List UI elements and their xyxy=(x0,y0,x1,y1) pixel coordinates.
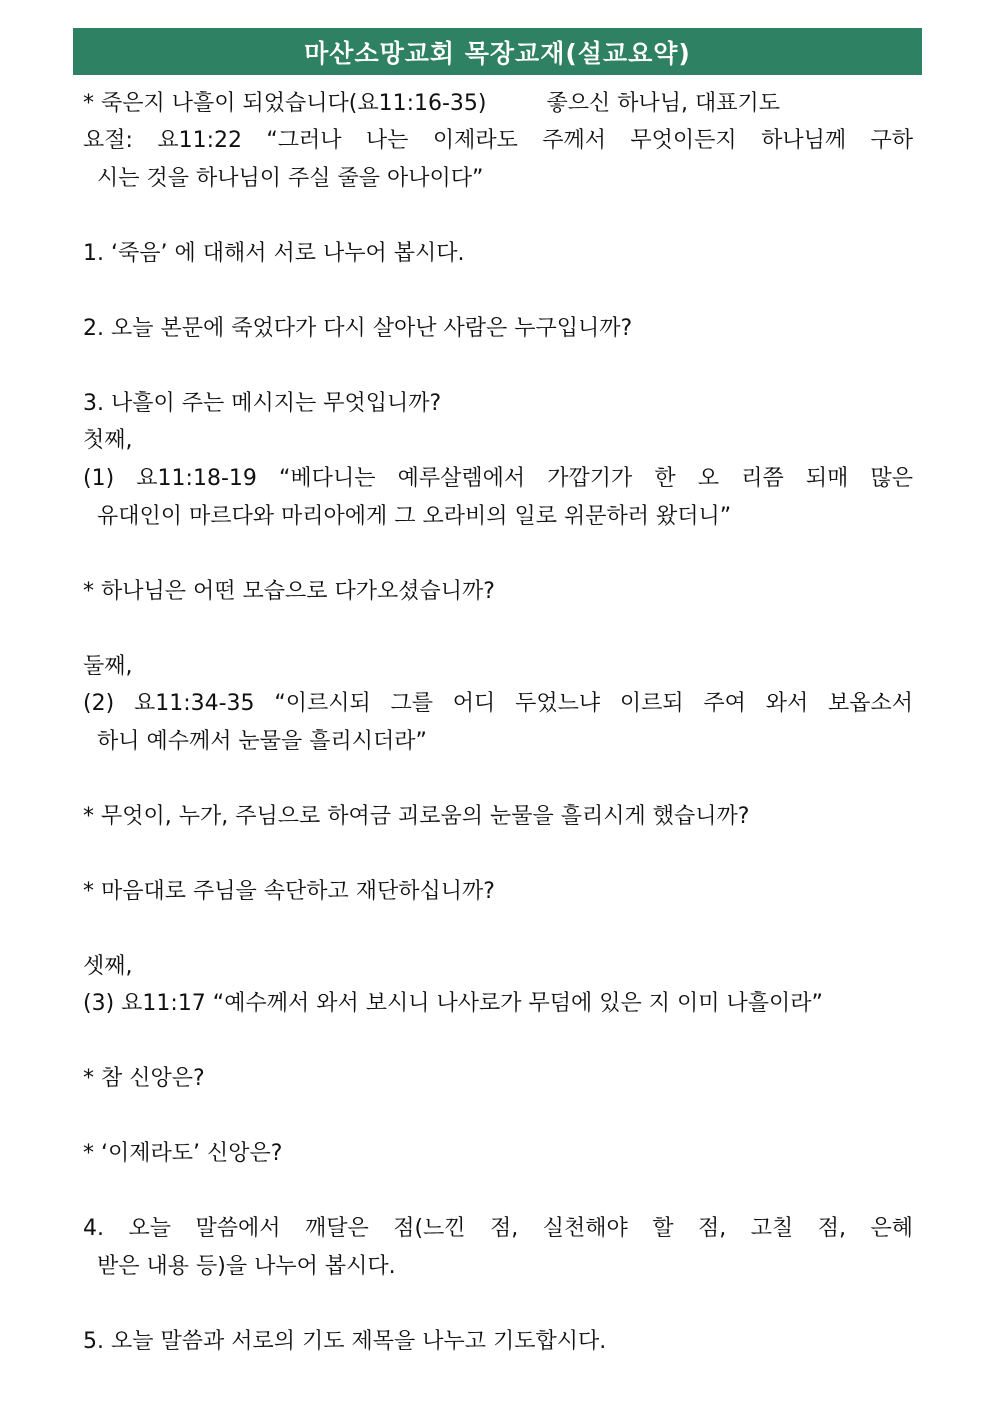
prayer-note: 좋으신 하나님, 대표기도 xyxy=(546,91,781,116)
point-2-question-a: * 무엇이, 누가, 주님으로 하여금 괴로움의 눈물을 흘리시게 했습니까? xyxy=(83,804,750,829)
key-verse-line-1: 요절: 요11:22 “그러나 나는 이제라도 주께서 무엇이든지 하나님께 구하 xyxy=(83,128,913,153)
point-3-question-b: * ‘이제라도’ 신앙은? xyxy=(83,1141,283,1166)
question-4-line-2: 받은 내용 등)을 나누어 봅시다. xyxy=(97,1254,396,1279)
question-3-title: 3. 나흘이 주는 메시지는 무엇입니까? xyxy=(83,391,442,416)
point-2-verse-line-2: 하니 예수께서 눈물을 흘리시더라” xyxy=(97,729,427,754)
point-2-label: 둘째, xyxy=(83,654,133,679)
point-1-label: 첫째, xyxy=(83,428,133,453)
point-3-question-a: * 참 신앙은? xyxy=(83,1066,205,1091)
point-1-question: * 하나님은 어떤 모습으로 다가오셨습니까? xyxy=(83,579,495,604)
point-2-question-b: * 마음대로 주님을 속단하고 재단하십니까? xyxy=(83,879,495,904)
key-verse-line-2: 시는 것을 하나님이 주실 줄을 아나이다” xyxy=(97,166,484,191)
sermon-title: * 죽은지 나흘이 되었습니다(요11:16-35) xyxy=(83,91,487,116)
point-2-verse-line-1: (2) 요11:34-35 “이르시되 그를 어디 두었느냐 이르되 주여 와서 보옵소서 xyxy=(83,691,913,716)
question-4-line-1: 4. 오늘 말씀에서 깨달은 점(느낀 점, 실천해야 할 점, 고칠 점, 은혜 xyxy=(83,1216,913,1241)
point-3-verse: (3) 요11:17 “예수께서 와서 보시니 나사로가 무덤에 있은 지 이미 나흘이라” xyxy=(83,991,823,1016)
page-title: 마산소망교회 목장교재(설교요약) xyxy=(73,28,922,75)
point-3-label: 셋째, xyxy=(83,954,133,979)
question-1: 1. ‘죽음’ 에 대해서 서로 나누어 봅시다. xyxy=(83,241,465,266)
sermon-info-line xyxy=(83,88,913,120)
question-5: 5. 오늘 말씀과 서로의 기도 제목을 나누고 기도합시다. xyxy=(83,1329,607,1354)
point-1-verse-line-1: (1) 요11:18-19 “베다니는 예루살렘에서 가깝기가 한 오 리쯤 되매 많은 xyxy=(83,466,913,491)
question-2: 2. 오늘 본문에 죽었다가 다시 살아난 사람은 누구입니까? xyxy=(83,316,633,341)
point-1-verse-line-2: 유대인이 마르다와 마리아에게 그 오라비의 일로 위문하러 왔더니” xyxy=(97,504,732,529)
